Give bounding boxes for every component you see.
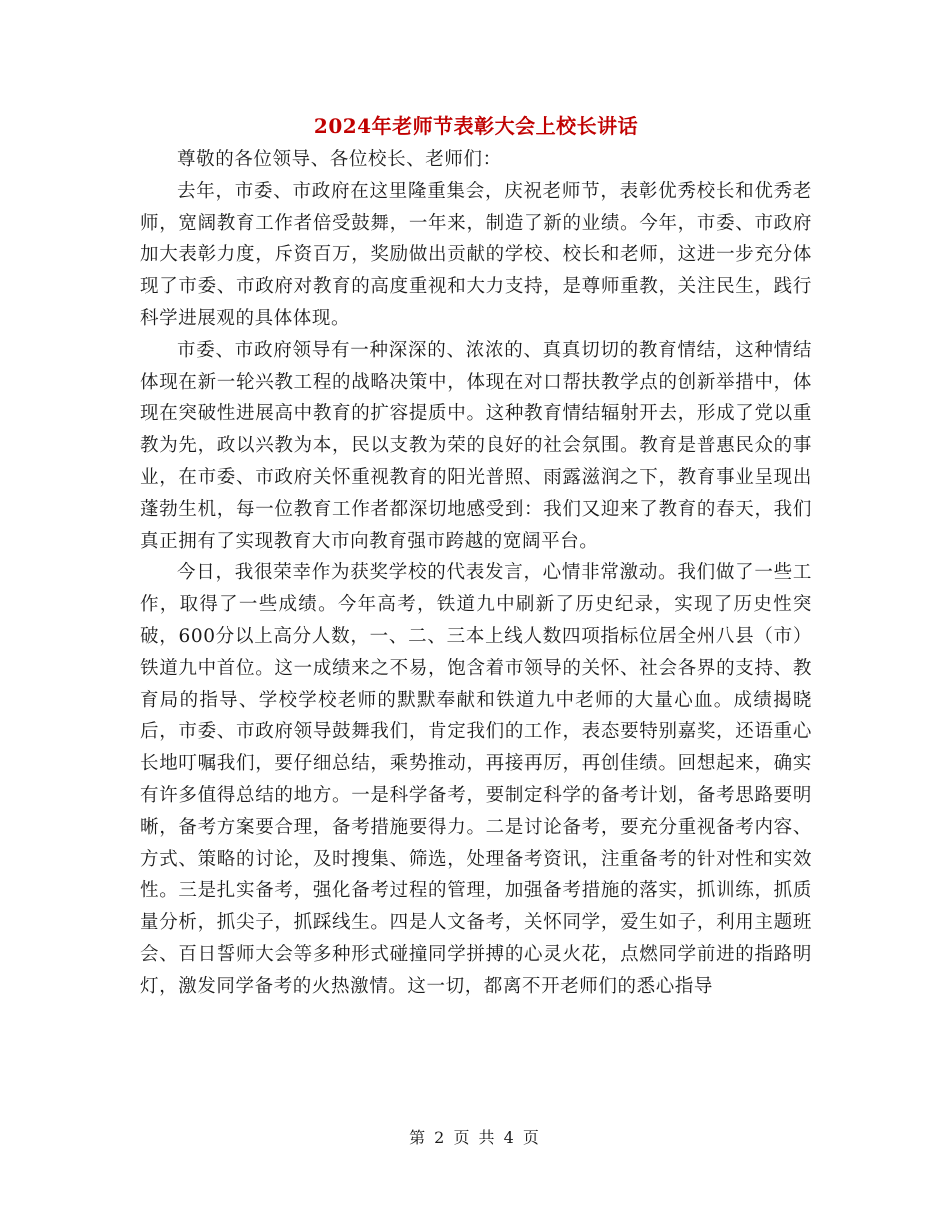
paragraph-2: 市委、市政府领导有一种深深的、浓浓的、真真切切的教育情结，这种情结体现在新一轮兴教工程的战略决策中，体现在对口帮扶教学点的创新举措中，体现在突破性进展高中教育的扩容提质中。这种教育情结辐射开去，形成了党以重教为先，政以兴教为本，民以支教为荣的良好的社会氛围。教育是普惠民众的事业，在市委、市政府关怀重视教育的阳光普照、雨露滋润之下，教育事业呈现出蓬勃生机，每一位教育工作者都深切地感受到：我们又迎来了教育的春天，我们真正拥有了实现教育大市向教育强市跨越的宽阔平台。	[140, 339, 812, 552]
greeting-line: 尊敬的各位领导、各位校长、老师们：	[177, 149, 502, 170]
paragraph-3: 今日，我很荣幸作为获奖学校的代表发言，心情非常激动。我们做了一些工作，取得了一些成绩。今年高考，铁道九中刷新了历史纪录，实现了历史性突破，600分以上高分人数，一、二、三本上线人数四项指标位居全州八县（市）铁道九中首位。这一成绩来之不易，饱含着市领导的关怀、社会各界的支持、教育局的指导、学校学校老师的默默奉献和铁道九中老师的大量心血。成绩揭晓后，市委、市政府领导鼓舞我们，肯定我们的工作，表态要特别嘉奖，还语重心长地叮嘱我们，要仔细总结，乘势推动，再接再厉，再创佳绩。回想起来，确实有许多值得总结的地方。一是科学备考，要制定科学的备考计划，备考思路要明晰，备考方案要合理，备考措施要得力。二是讨论备考，要充分重视备考内容、方式、策略的讨论，及时搜集、筛选，处理备考资讯，注重备考的针对性和实效性。三是扎实备考，强化备考过程的管理，加强备考措施的落实，抓训练，抓质量分析，抓尖子，抓踩线生。四是人文备考，关怀同学，爱生如子，利用主题班会、百日誓师大会等多种形式碰撞同学拼搏的心灵火花，点燃同学前进的指路明灯，激发同学备考的火热激情。这一切，都离不开老师们的悉心指导	[140, 562, 812, 997]
page-number-footer: 第 2 页 共 4 页	[409, 1128, 541, 1147]
paragraph-1: 去年，市委、市政府在这里隆重集会，庆祝老师节，表彰优秀校长和优秀老师，宽阔教育工作者倍受鼓舞，一年来，制造了新的业绩。今年，市委、市政府加大表彰力度，斥资百万，奖励做出贡献的学校、校长和老师，这进一步充分体现了市委、市政府对教育的高度重视和大力支持，是尊师重教，关注民生，践行科学进展观的具体体现。	[140, 180, 812, 329]
document-title: 2024年老师节表彰大会上校长讲话	[313, 114, 639, 138]
document-page	[140, 110, 812, 1003]
